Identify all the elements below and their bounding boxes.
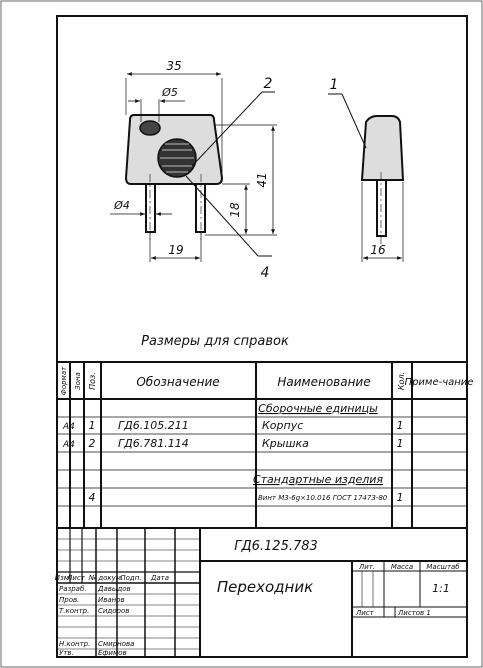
row1-qty: 1 — [396, 419, 404, 432]
side-body — [362, 116, 403, 180]
dim-width-text: 35 — [166, 59, 182, 73]
row2-format: А4 — [63, 440, 75, 450]
tb-scale-value: 1:1 — [432, 582, 450, 595]
row2-name: Крышка — [262, 437, 309, 450]
spec-table — [57, 362, 473, 528]
row3-pos: 4 — [88, 491, 96, 504]
dim-pin-length — [222, 184, 250, 234]
small-hole — [140, 121, 160, 135]
drawing-title: Переходник — [216, 578, 314, 596]
row3-qty: 1 — [396, 491, 404, 504]
row1-name: Корпус — [262, 419, 304, 432]
front-view — [126, 115, 222, 240]
leader-1 — [328, 77, 366, 148]
row2-qty: 1 — [396, 437, 404, 450]
leader-2-text: 2 — [263, 76, 273, 92]
row1-designation: ГД6.105.211 — [118, 419, 189, 432]
tb-lit-label: Лит. — [358, 563, 376, 571]
tb-name-tcontrol: Сидоров — [98, 607, 130, 615]
dim-spacing — [150, 232, 201, 262]
hdr-qty: Кол. — [397, 371, 406, 391]
pin-left — [146, 184, 155, 232]
tb-role-developer: Разраб. — [59, 585, 87, 593]
hdr-pos: Поз. — [88, 372, 97, 390]
title-block — [55, 528, 467, 657]
tb-name-ncontrol: Смирнова — [98, 640, 135, 648]
dim-height-text: 41 — [255, 172, 269, 188]
tb-hdr-sheet: Лист — [67, 574, 85, 582]
row1-format: А4 — [63, 422, 75, 432]
tb-scale-label: Масштаб — [426, 563, 460, 571]
reference-note: Размеры для справок — [141, 334, 289, 349]
leader-1-text: 1 — [329, 77, 339, 93]
tb-sheets-label: Листов 1 — [398, 609, 431, 617]
dim-pin-text: Ø4 — [114, 199, 130, 212]
row1-pos: 1 — [88, 419, 96, 432]
hdr-note: Приме-чание — [404, 377, 474, 388]
row2-designation: ГД6.781.114 — [118, 437, 189, 450]
row3-name: Винт М3-6g×10.016 ГОСТ 17473-80 — [258, 494, 388, 502]
dim-side-width-text: 16 — [370, 243, 386, 257]
dim-pin — [110, 199, 172, 214]
hdr-designation: Обозначение — [136, 375, 220, 389]
doc-number: ГД6.125.783 — [234, 539, 318, 554]
tb-name-checker: Иванов — [98, 596, 125, 604]
tb-role-ncontrol: Н.контр. — [59, 640, 91, 648]
tb-sheet-label: Лист — [356, 609, 374, 617]
hdr-name: Наименование — [277, 375, 371, 389]
dim-spacing-text: 19 — [168, 243, 184, 257]
section-standard: Стандартные изделия — [252, 473, 384, 486]
hdr-format: Формат — [60, 366, 68, 396]
tb-mass-label: Масса — [390, 563, 414, 571]
tb-hdr-docno: № докум. — [88, 574, 124, 582]
row2-pos: 2 — [88, 437, 96, 450]
section-assembly: Сборочные единицы — [258, 402, 378, 415]
side-view — [362, 116, 403, 248]
pin-right — [196, 184, 205, 232]
hdr-zone: Зона — [74, 372, 82, 390]
tb-hdr-sign: Подп. — [120, 574, 142, 582]
tb-hdr-change: Изм. — [54, 574, 72, 582]
tb-name-approver: Ефимов — [98, 649, 127, 657]
tb-hdr-date: Дата — [150, 574, 170, 582]
dim-hole-text: Ø5 — [162, 86, 178, 99]
leader-4-text: 4 — [260, 265, 270, 281]
dim-pin-length-text: 18 — [228, 202, 242, 218]
tb-role-approver: Утв. — [59, 649, 74, 657]
tb-role-checker: Пров. — [59, 596, 80, 604]
tb-name-developer: Давыдов — [98, 585, 131, 593]
tb-role-tcontrol: Т.контр. — [59, 607, 90, 615]
side-pin — [377, 180, 386, 236]
